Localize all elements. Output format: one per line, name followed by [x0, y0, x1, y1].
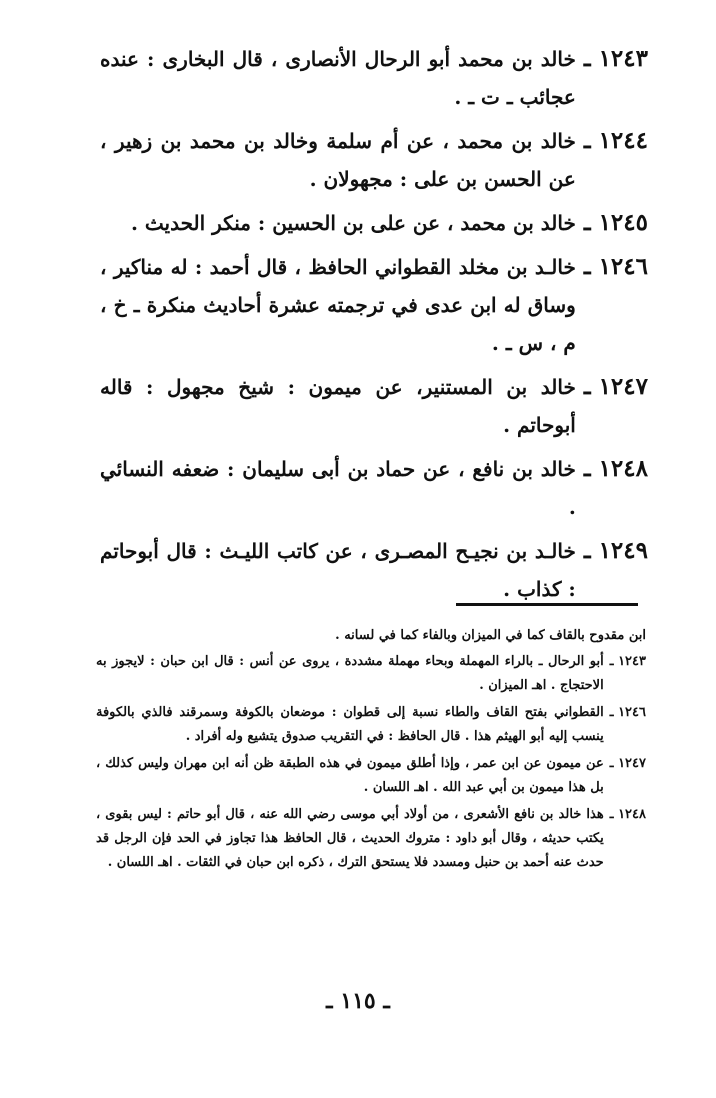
entry-text: خالد بن محمد ، عن على بن الحسين : منكر الحديث . [130, 211, 576, 235]
entries-list [100, 40, 648, 614]
footnote-number: ١٢٤٨ ـ [609, 807, 646, 822]
footnote [96, 701, 646, 749]
entry-text: خالد بن المستنير، عن ميمون : شيخ مجهول : قاله أبوحاتم . [100, 375, 576, 437]
footnote-number: ١٢٤٧ ـ [609, 756, 646, 771]
entry-text: خالد بن نافع ، عن حماد بن أبى سليمان : ضعفه النسائي . [100, 457, 576, 519]
entry [100, 204, 648, 242]
footnote [96, 803, 646, 875]
footnotes-section [96, 624, 646, 878]
footnote [96, 752, 646, 800]
entry [100, 450, 648, 526]
entry-number: ١٢٤٤ ـ [583, 127, 648, 154]
page-number: ـ ١١٥ ـ [326, 988, 390, 1014]
entry-number: ١٢٤٧ ـ [583, 373, 648, 400]
footnote-number: ١٢٤٦ ـ [609, 705, 646, 720]
footnote-text: أبو الرحال ـ بالراء المهملة وبحاء مهملة مشددة ، يروى عن أنس : قال ابن حبان : لايجوز به الاحتجاج . اهـ الميزان . [96, 654, 604, 693]
entry-text: خالـد بن نجيـح المصـرى ، عن كاتب الليـث : قال أبوحاتم : كذاب . [100, 539, 576, 601]
entry [100, 368, 648, 444]
entry-number: ١٢٤٨ ـ [583, 455, 648, 482]
entry [100, 122, 648, 198]
footnote [96, 650, 646, 698]
entry [100, 248, 648, 362]
entry [100, 532, 648, 608]
entry-number: ١٢٤٣ ـ [583, 45, 648, 72]
footnote-continuation: ابن مقدوح بالقاف كما في الميزان وبالفاء كما في لسانه . [335, 628, 646, 643]
entry [100, 40, 648, 116]
entry-text: خالـد بن مخلد القطواني الحافظ ، قال أحمد : له مناكير ، وساق له ابن عدى في ترجمته عشرة أحاديث منكرة ـ خ ، م ، س ـ . [100, 255, 576, 355]
entry-number: ١٢٤٩ ـ [583, 537, 648, 564]
entry-text: خالد بن محمد أبو الرحال الأنصارى ، قال البخارى : عنده عجائب ـ ت ـ . [100, 47, 576, 109]
footnote-text: القطواني بفتح القاف والطاء نسبة إلى قطوان : موضعان بالكوفة وسمرقند فالذي بالكوفة ينسب إليه أبو الهيثم هذا . قال الحافظ : في التقريب صدوق يتشيع وله أفراد . [96, 705, 604, 744]
footnote-divider [456, 603, 638, 606]
entry-number: ١٢٤٥ ـ [583, 209, 648, 236]
footnote-text: هذا خالد بن نافع الأشعرى ، من أولاد أبي موسى رضي الله عنه ، قال أبو حاتم : ليس بقوى ، يكتب حديثه ، وقال أبو داود : متروك الحديث ، قال الحافظ هذا تجاوز في الحد فإن الرجل قد حدث عنه أحمد بن حنبل ومسدد فلا يستحق الترك ، ذكره ابن حبان في الثقات . اهـ اللسان . [96, 807, 604, 870]
entry-text: خالد بن محمد ، عن أم سلمة وخالد بن محمد بن زهير ، عن الحسن بن على : مجهولان . [100, 129, 576, 191]
footnote-number: ١٢٤٣ ـ [609, 654, 646, 669]
footnote-text: عن ميمون عن ابن عمر ، وإذا أطلق ميمون في هذه الطبقة ظن أنه ابن مهران وليس كذلك ، بل هذا ميمون بن أبي عبد الله . اهـ اللسان . [96, 756, 604, 795]
entry-number: ١٢٤٦ ـ [583, 253, 648, 280]
